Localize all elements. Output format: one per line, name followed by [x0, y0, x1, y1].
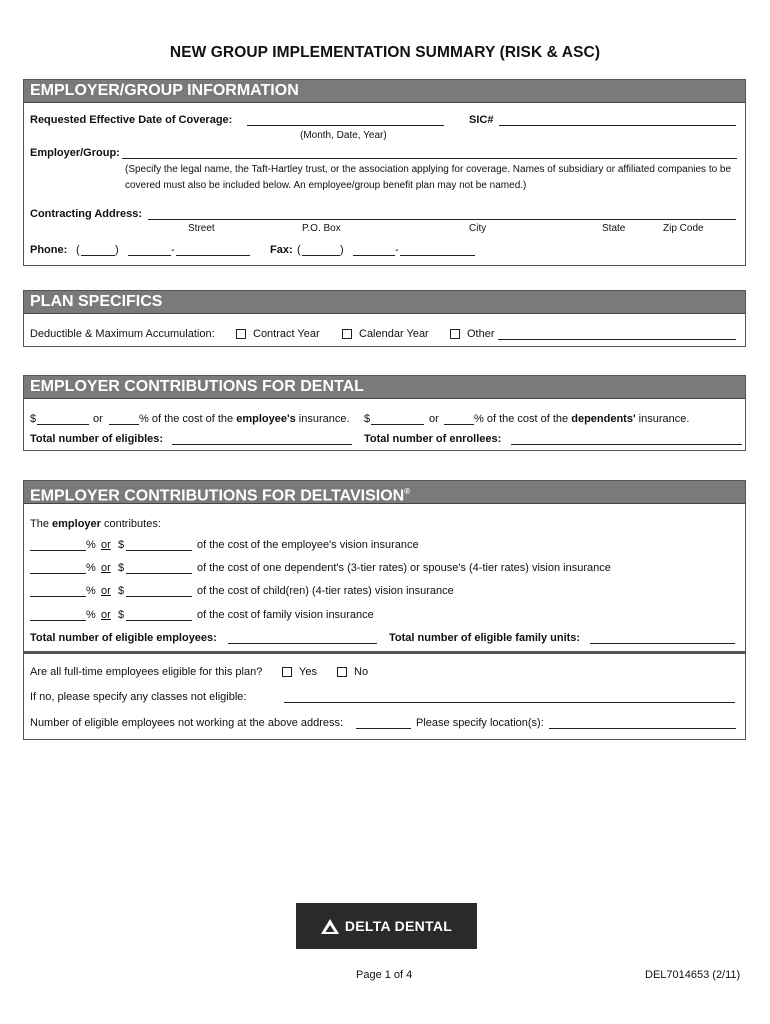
vision-contributions-section	[23, 480, 746, 740]
other-specify-field[interactable]	[498, 339, 736, 340]
contract-year-label: Contract Year	[253, 328, 320, 340]
vision-row-4-pct: %	[86, 609, 96, 621]
plan-specifics-section	[23, 290, 746, 347]
employer-group-section	[23, 79, 746, 266]
sic-label: SIC#	[469, 114, 494, 126]
phone-area-code-field[interactable]	[81, 255, 115, 256]
vision-row-1-dollar-field[interactable]	[126, 550, 192, 551]
vision-row-3-dollar-field[interactable]	[126, 596, 192, 597]
form-id: DEL7014653 (2/11)	[645, 969, 741, 981]
address-state-caption: State	[602, 223, 626, 234]
vision-row-3-or: or	[101, 585, 111, 597]
vision-row-4-text: of the cost of family vision insurance	[197, 609, 374, 621]
fax-number-field[interactable]	[400, 255, 475, 256]
fulltime-no-checkbox[interactable]	[337, 667, 347, 677]
vision-row-2-dollar-field[interactable]	[126, 573, 192, 574]
effective-date-field[interactable]	[247, 125, 444, 126]
deductible-label: Deductible & Maximum Accumulation:	[30, 328, 215, 340]
vision-row-1-pct: %	[86, 539, 96, 551]
employer-group-field[interactable]	[122, 158, 737, 159]
fax-dash: -	[395, 244, 399, 256]
dental-contributions-heading: EMPLOYER CONTRIBUTIONS FOR DENTAL	[24, 376, 745, 399]
eligible-family-units-field[interactable]	[590, 643, 735, 644]
vision-row-1-percent-field[interactable]	[30, 550, 86, 551]
page-title: NEW GROUP IMPLEMENTATION SUMMARY (RISK & ASC)	[169, 44, 601, 61]
dependents-dollar-sign: $	[364, 413, 371, 425]
employee-percent-field[interactable]	[109, 424, 139, 425]
phone-label: Phone:	[30, 244, 68, 256]
eligible-employees-field[interactable]	[228, 643, 377, 644]
plan-specifics-heading: PLAN SPECIFICS	[24, 291, 745, 314]
vision-row-2-percent-field[interactable]	[30, 573, 86, 574]
address-street-caption: Street	[188, 223, 215, 234]
employee-dollar-field[interactable]	[37, 424, 89, 425]
address-pobox-caption: P.O. Box	[302, 223, 341, 234]
vision-row-2-pct: %	[86, 562, 96, 574]
dependents-dollar-field[interactable]	[371, 424, 424, 425]
vision-row-2-dollar: $	[118, 562, 125, 574]
employer-group-heading: EMPLOYER/GROUP INFORMATION	[24, 80, 745, 103]
fax-paren-open: (	[297, 244, 301, 256]
employer-group-note-1: (Specify the legal name, the Taft-Hartley trust, or the association applying for coverage. Names of subsidiary or affiliated companies to be	[125, 164, 732, 175]
dental-contributions-section	[23, 375, 746, 451]
locations-label: Please specify location(s):	[416, 717, 544, 729]
delta-dental-logo	[296, 903, 477, 949]
vision-row-1-dollar: $	[118, 539, 125, 551]
address-zip-caption: Zip Code	[663, 223, 704, 234]
employer-group-label: Employer/Group:	[30, 147, 120, 159]
vision-row-2-or: or	[101, 562, 111, 574]
contracting-address-label: Contracting Address:	[30, 208, 143, 220]
vision-row-4-dollar: $	[118, 609, 125, 621]
total-eligibles-label: Total number of eligibles:	[30, 433, 164, 445]
vision-row-4-dollar-field[interactable]	[126, 620, 192, 621]
fulltime-eligible-question: Are all full-time employees eligible for this plan?	[30, 666, 263, 678]
dependents-percent-field[interactable]	[444, 424, 474, 425]
locations-field[interactable]	[549, 728, 736, 729]
employer-contributes-intro: The employer contributes:	[30, 518, 161, 530]
dependents-contribution-text: % of the cost of the dependents' insurance.	[474, 413, 690, 425]
vision-divider	[24, 651, 745, 654]
vision-row-2-text: of the cost of one dependent's (3-tier rates) or spouse's (4-tier rates) vision insurance	[197, 562, 611, 574]
delta-dental-logo-text: DELTA DENTAL	[344, 918, 453, 934]
phone-prefix-field[interactable]	[128, 255, 171, 256]
other-checkbox[interactable]	[450, 329, 460, 339]
vision-row-3-dollar: $	[118, 585, 125, 597]
vision-row-3-pct: %	[86, 585, 96, 597]
total-eligibles-field[interactable]	[172, 444, 352, 445]
vision-row-4-or: or	[101, 609, 111, 621]
not-at-address-field[interactable]	[356, 728, 411, 729]
calendar-year-checkbox[interactable]	[342, 329, 352, 339]
phone-paren-close: )	[115, 244, 119, 256]
fulltime-no-label: No	[354, 666, 369, 678]
vision-contributions-heading: EMPLOYER CONTRIBUTIONS FOR DELTAVISION®	[24, 481, 745, 504]
employee-or: or	[93, 413, 103, 425]
fax-prefix-field[interactable]	[353, 255, 395, 256]
eligible-family-units-label: Total number of eligible family units:	[389, 632, 581, 644]
fulltime-yes-label: Yes	[299, 666, 317, 678]
delta-triangle-icon	[321, 919, 339, 934]
employee-dollar-sign: $	[30, 413, 37, 425]
address-city-caption: City	[469, 223, 487, 234]
employer-group-note-2: covered must also be included below. An employee/group benefit plan may not be named.)	[125, 180, 527, 191]
contract-year-checkbox[interactable]	[236, 329, 246, 339]
vision-row-3-percent-field[interactable]	[30, 596, 86, 597]
vision-row-3-text: of the cost of child(ren) (4-tier rates) vision insurance	[197, 585, 454, 597]
phone-dash: -	[171, 244, 175, 256]
fulltime-yes-checkbox[interactable]	[282, 667, 292, 677]
registered-mark: ®	[404, 487, 411, 496]
vision-row-4-percent-field[interactable]	[30, 620, 86, 621]
total-enrollees-label: Total number of enrollees:	[364, 433, 502, 445]
effective-date-label: Requested Effective Date of Coverage:	[30, 114, 233, 126]
calendar-year-label: Calendar Year	[359, 328, 429, 340]
phone-number-field[interactable]	[176, 255, 250, 256]
fax-area-code-field[interactable]	[302, 255, 340, 256]
vision-row-1-text: of the cost of the employee's vision insurance	[197, 539, 419, 551]
not-at-address-label: Number of eligible employees not working at the above address:	[30, 717, 344, 729]
vision-row-1-or: or	[101, 539, 111, 551]
eligible-employees-label: Total number of eligible employees:	[30, 632, 217, 644]
sic-field[interactable]	[499, 125, 736, 126]
other-label: Other	[467, 328, 495, 340]
contracting-address-field[interactable]	[148, 219, 736, 220]
employee-contribution-text: % of the cost of the employee's insurance.	[139, 413, 350, 425]
page-number: Page 1 of 4	[356, 969, 413, 981]
total-enrollees-field[interactable]	[511, 444, 742, 445]
effective-date-hint: (Month, Date, Year)	[300, 130, 387, 141]
classes-not-eligible-label: If no, please specify any classes not eligible:	[30, 691, 247, 703]
phone-paren-open: (	[76, 244, 80, 256]
dependents-or: or	[429, 413, 439, 425]
fax-paren-close: )	[340, 244, 344, 256]
fax-label: Fax:	[270, 244, 293, 256]
classes-not-eligible-field[interactable]	[284, 702, 735, 703]
